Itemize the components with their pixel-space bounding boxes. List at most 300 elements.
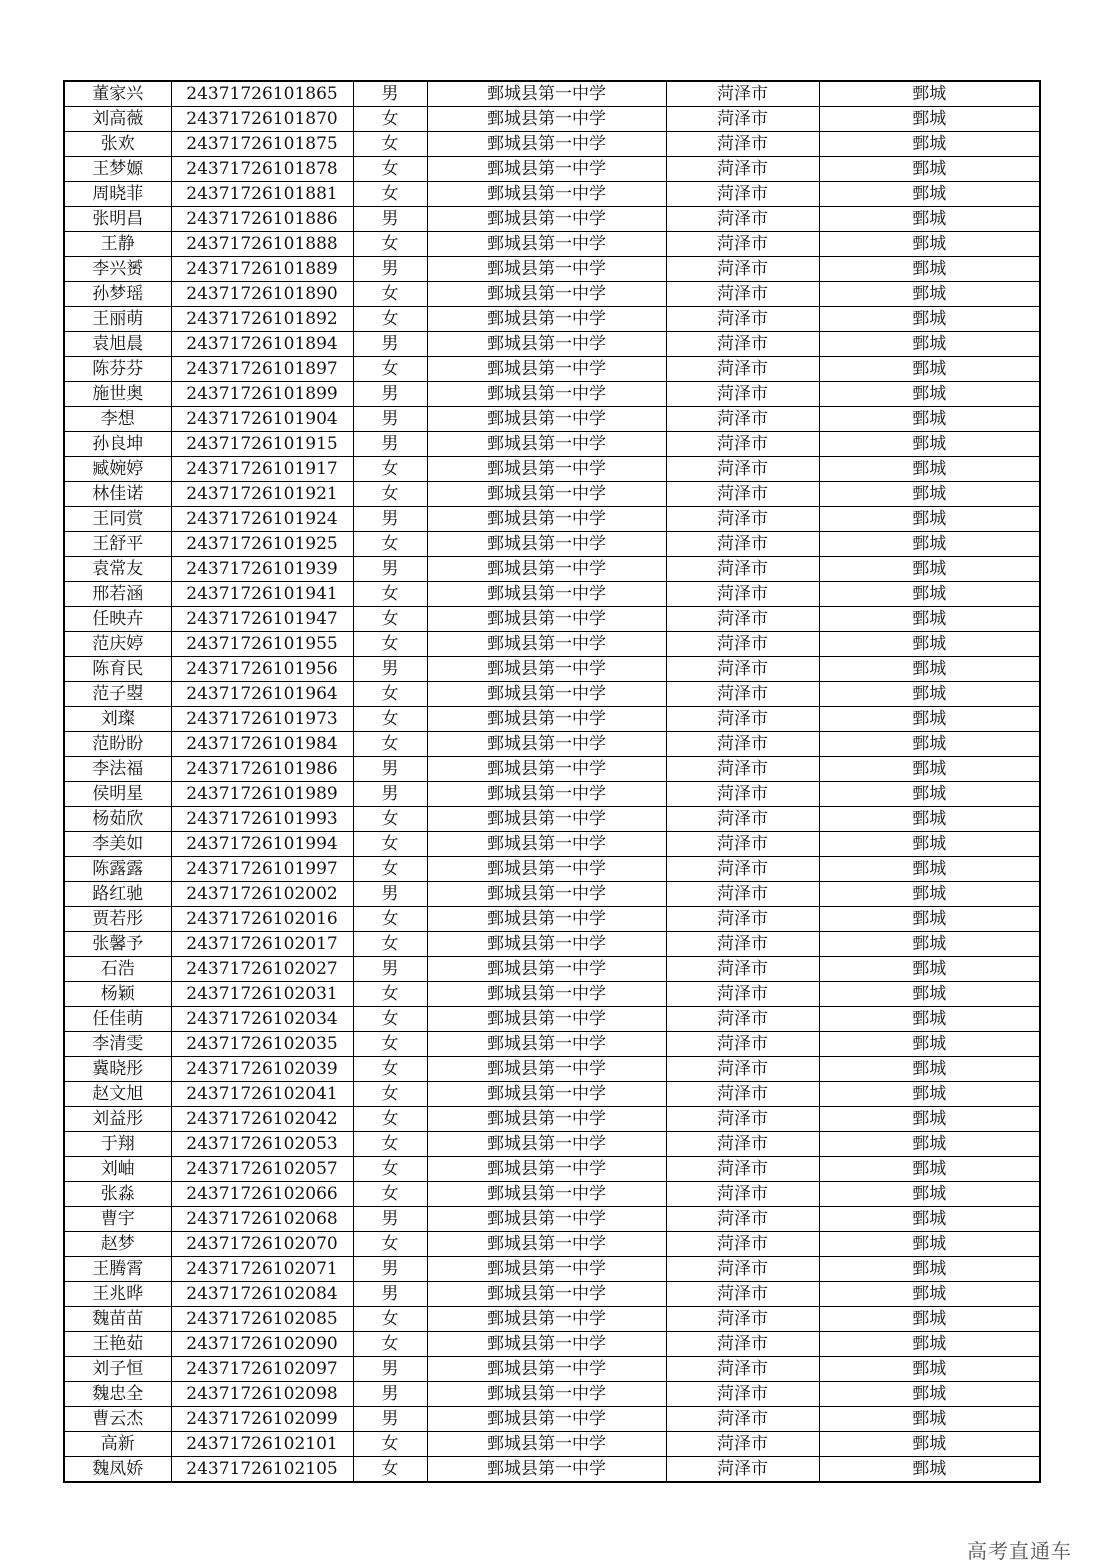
school-cell: 鄄城县第一中学 <box>427 282 666 307</box>
school-cell: 鄄城县第一中学 <box>427 557 666 582</box>
name-cell: 贾若彤 <box>64 907 171 932</box>
school-cell: 鄄城县第一中学 <box>427 1382 666 1407</box>
exam-id-cell: 24371726102066 <box>171 1182 353 1207</box>
school-cell: 鄄城县第一中学 <box>427 257 666 282</box>
gender-cell: 女 <box>353 482 427 507</box>
exam-id-cell: 24371726101886 <box>171 207 353 232</box>
table-row <box>64 1332 1040 1357</box>
city-cell: 菏泽市 <box>666 982 819 1007</box>
gender-cell: 女 <box>353 307 427 332</box>
name-cell: 李清雯 <box>64 1032 171 1057</box>
county-cell: 鄄城 <box>819 1057 1040 1082</box>
county-cell: 鄄城 <box>819 507 1040 532</box>
name-cell: 臧婉婷 <box>64 457 171 482</box>
county-cell: 鄄城 <box>819 432 1040 457</box>
county-cell: 鄄城 <box>819 332 1040 357</box>
county-cell: 鄄城 <box>819 282 1040 307</box>
city-cell: 菏泽市 <box>666 507 819 532</box>
county-cell: 鄄城 <box>819 1182 1040 1207</box>
gender-cell: 女 <box>353 1332 427 1357</box>
county-cell: 鄄城 <box>819 1432 1040 1457</box>
school-cell: 鄄城县第一中学 <box>427 657 666 682</box>
table-row <box>64 957 1040 982</box>
gender-cell: 女 <box>353 632 427 657</box>
table-row <box>64 1432 1040 1457</box>
table-row <box>64 532 1040 557</box>
table-row <box>64 1207 1040 1232</box>
gender-cell: 女 <box>353 532 427 557</box>
gender-cell: 男 <box>353 782 427 807</box>
city-cell: 菏泽市 <box>666 282 819 307</box>
table-row <box>64 407 1040 432</box>
exam-id-cell: 24371726101993 <box>171 807 353 832</box>
school-cell: 鄄城县第一中学 <box>427 457 666 482</box>
school-cell: 鄄城县第一中学 <box>427 1082 666 1107</box>
school-cell: 鄄城县第一中学 <box>427 1282 666 1307</box>
city-cell: 菏泽市 <box>666 1407 819 1432</box>
city-cell: 菏泽市 <box>666 832 819 857</box>
gender-cell: 男 <box>353 257 427 282</box>
table-row <box>64 682 1040 707</box>
city-cell: 菏泽市 <box>666 1207 819 1232</box>
county-cell: 鄄城 <box>819 632 1040 657</box>
name-cell: 陈露露 <box>64 857 171 882</box>
exam-id-cell: 24371726101894 <box>171 332 353 357</box>
table-row <box>64 757 1040 782</box>
name-cell: 孙良坤 <box>64 432 171 457</box>
gender-cell: 女 <box>353 1432 427 1457</box>
name-cell: 林佳诺 <box>64 482 171 507</box>
school-cell: 鄄城县第一中学 <box>427 1357 666 1382</box>
gender-cell: 女 <box>353 132 427 157</box>
city-cell: 菏泽市 <box>666 882 819 907</box>
table-row <box>64 1232 1040 1257</box>
exam-id-cell: 24371726102053 <box>171 1132 353 1157</box>
exam-id-cell: 24371726101881 <box>171 182 353 207</box>
table-row <box>64 1407 1040 1432</box>
city-cell: 菏泽市 <box>666 657 819 682</box>
gender-cell: 女 <box>353 982 427 1007</box>
gender-cell: 女 <box>353 357 427 382</box>
exam-id-cell: 24371726102097 <box>171 1357 353 1382</box>
city-cell: 菏泽市 <box>666 1432 819 1457</box>
exam-id-cell: 24371726101892 <box>171 307 353 332</box>
gender-cell: 女 <box>353 1007 427 1032</box>
table-row <box>64 1257 1040 1282</box>
name-cell: 冀晓彤 <box>64 1057 171 1082</box>
name-cell: 李法福 <box>64 757 171 782</box>
table-row <box>64 157 1040 182</box>
school-cell: 鄄城县第一中学 <box>427 81 666 107</box>
school-cell: 鄄城县第一中学 <box>427 207 666 232</box>
exam-id-cell: 24371726101924 <box>171 507 353 532</box>
name-cell: 赵梦 <box>64 1232 171 1257</box>
table-row <box>64 1032 1040 1057</box>
exam-id-cell: 24371726101984 <box>171 732 353 757</box>
city-cell: 菏泽市 <box>666 1007 819 1032</box>
exam-id-cell: 24371726101904 <box>171 407 353 432</box>
exam-id-cell: 24371726101986 <box>171 757 353 782</box>
gender-cell: 女 <box>353 1457 427 1483</box>
school-cell: 鄄城县第一中学 <box>427 1157 666 1182</box>
name-cell: 杨颖 <box>64 982 171 1007</box>
gender-cell: 女 <box>353 1082 427 1107</box>
name-cell: 魏凤娇 <box>64 1457 171 1483</box>
exam-id-cell: 24371726101921 <box>171 482 353 507</box>
county-cell: 鄄城 <box>819 307 1040 332</box>
table-row <box>64 557 1040 582</box>
county-cell: 鄄城 <box>819 1282 1040 1307</box>
name-cell: 孙梦瑶 <box>64 282 171 307</box>
city-cell: 菏泽市 <box>666 1307 819 1332</box>
table-row <box>64 1457 1040 1483</box>
table-row <box>64 1082 1040 1107</box>
table-row <box>64 732 1040 757</box>
school-cell: 鄄城县第一中学 <box>427 1182 666 1207</box>
exam-id-cell: 24371726102002 <box>171 882 353 907</box>
name-cell: 任映卉 <box>64 607 171 632</box>
table-row <box>64 1382 1040 1407</box>
table-row <box>64 1057 1040 1082</box>
city-cell: 菏泽市 <box>666 432 819 457</box>
table-row <box>64 807 1040 832</box>
school-cell: 鄄城县第一中学 <box>427 1232 666 1257</box>
school-cell: 鄄城县第一中学 <box>427 132 666 157</box>
school-cell: 鄄城县第一中学 <box>427 432 666 457</box>
school-cell: 鄄城县第一中学 <box>427 932 666 957</box>
school-cell: 鄄城县第一中学 <box>427 157 666 182</box>
school-cell: 鄄城县第一中学 <box>427 107 666 132</box>
table-row <box>64 1357 1040 1382</box>
exam-id-cell: 24371726102071 <box>171 1257 353 1282</box>
name-cell: 王静 <box>64 232 171 257</box>
name-cell: 侯明星 <box>64 782 171 807</box>
county-cell: 鄄城 <box>819 157 1040 182</box>
exam-id-cell: 24371726102042 <box>171 1107 353 1132</box>
name-cell: 陈育民 <box>64 657 171 682</box>
exam-id-cell: 24371726101878 <box>171 157 353 182</box>
name-cell: 曹宇 <box>64 1207 171 1232</box>
table-row <box>64 607 1040 632</box>
city-cell: 菏泽市 <box>666 407 819 432</box>
exam-id-cell: 24371726101915 <box>171 432 353 457</box>
name-cell: 范盼盼 <box>64 732 171 757</box>
school-cell: 鄄城县第一中学 <box>427 1257 666 1282</box>
city-cell: 菏泽市 <box>666 1257 819 1282</box>
school-cell: 鄄城县第一中学 <box>427 1057 666 1082</box>
city-cell: 菏泽市 <box>666 707 819 732</box>
gender-cell: 男 <box>353 757 427 782</box>
exam-id-cell: 24371726101917 <box>171 457 353 482</box>
table-row <box>64 1007 1040 1032</box>
gender-cell: 女 <box>353 1132 427 1157</box>
city-cell: 菏泽市 <box>666 732 819 757</box>
county-cell: 鄄城 <box>819 482 1040 507</box>
exam-id-cell: 24371726102057 <box>171 1157 353 1182</box>
school-cell: 鄄城县第一中学 <box>427 482 666 507</box>
gender-cell: 女 <box>353 1307 427 1332</box>
exam-id-cell: 24371726102068 <box>171 1207 353 1232</box>
exam-id-cell: 24371726101989 <box>171 782 353 807</box>
school-cell: 鄄城县第一中学 <box>427 807 666 832</box>
table-row <box>64 1132 1040 1157</box>
name-cell: 刘岫 <box>64 1157 171 1182</box>
county-cell: 鄄城 <box>819 457 1040 482</box>
name-cell: 张淼 <box>64 1182 171 1207</box>
name-cell: 董家兴 <box>64 81 171 107</box>
gender-cell: 女 <box>353 107 427 132</box>
county-cell: 鄄城 <box>819 107 1040 132</box>
gender-cell: 女 <box>353 232 427 257</box>
city-cell: 菏泽市 <box>666 1357 819 1382</box>
city-cell: 菏泽市 <box>666 1457 819 1483</box>
gender-cell: 女 <box>353 1232 427 1257</box>
school-cell: 鄄城县第一中学 <box>427 757 666 782</box>
school-cell: 鄄城县第一中学 <box>427 982 666 1007</box>
exam-id-cell: 24371726101888 <box>171 232 353 257</box>
table-row <box>64 707 1040 732</box>
gender-cell: 女 <box>353 707 427 732</box>
school-cell: 鄄城县第一中学 <box>427 182 666 207</box>
county-cell: 鄄城 <box>819 607 1040 632</box>
name-cell: 邢若涵 <box>64 582 171 607</box>
exam-id-cell: 24371726101889 <box>171 257 353 282</box>
county-cell: 鄄城 <box>819 1132 1040 1157</box>
city-cell: 菏泽市 <box>666 1132 819 1157</box>
name-cell: 任佳萌 <box>64 1007 171 1032</box>
table-row <box>64 457 1040 482</box>
gender-cell: 女 <box>353 282 427 307</box>
county-cell: 鄄城 <box>819 1307 1040 1332</box>
county-cell: 鄄城 <box>819 1082 1040 1107</box>
table-row <box>64 357 1040 382</box>
city-cell: 菏泽市 <box>666 632 819 657</box>
school-cell: 鄄城县第一中学 <box>427 1432 666 1457</box>
county-cell: 鄄城 <box>819 1332 1040 1357</box>
name-cell: 周晓菲 <box>64 182 171 207</box>
table-row <box>64 1182 1040 1207</box>
exam-id-cell: 24371726101964 <box>171 682 353 707</box>
table-row <box>64 482 1040 507</box>
county-cell: 鄄城 <box>819 357 1040 382</box>
city-cell: 菏泽市 <box>666 532 819 557</box>
name-cell: 路红驰 <box>64 882 171 907</box>
roster-table-body <box>64 81 1040 1482</box>
gender-cell: 女 <box>353 832 427 857</box>
exam-id-cell: 24371726102017 <box>171 932 353 957</box>
gender-cell: 男 <box>353 1257 427 1282</box>
table-row <box>64 882 1040 907</box>
county-cell: 鄄城 <box>819 582 1040 607</box>
gender-cell: 男 <box>353 207 427 232</box>
school-cell: 鄄城县第一中学 <box>427 332 666 357</box>
city-cell: 菏泽市 <box>666 81 819 107</box>
table-row <box>64 332 1040 357</box>
table-row <box>64 1107 1040 1132</box>
county-cell: 鄄城 <box>819 832 1040 857</box>
table-row <box>64 1157 1040 1182</box>
gender-cell: 女 <box>353 1032 427 1057</box>
gender-cell: 男 <box>353 882 427 907</box>
city-cell: 菏泽市 <box>666 1232 819 1257</box>
table-row <box>64 782 1040 807</box>
name-cell: 范子曌 <box>64 682 171 707</box>
school-cell: 鄄城县第一中学 <box>427 507 666 532</box>
city-cell: 菏泽市 <box>666 782 819 807</box>
exam-id-cell: 24371726102084 <box>171 1282 353 1307</box>
county-cell: 鄄城 <box>819 257 1040 282</box>
gender-cell: 男 <box>353 81 427 107</box>
exam-id-cell: 24371726101955 <box>171 632 353 657</box>
county-cell: 鄄城 <box>819 682 1040 707</box>
exam-id-cell: 24371726101897 <box>171 357 353 382</box>
gender-cell: 男 <box>353 657 427 682</box>
table-row <box>64 432 1040 457</box>
county-cell: 鄄城 <box>819 1032 1040 1057</box>
county-cell: 鄄城 <box>819 557 1040 582</box>
city-cell: 菏泽市 <box>666 557 819 582</box>
city-cell: 菏泽市 <box>666 757 819 782</box>
gender-cell: 男 <box>353 957 427 982</box>
school-cell: 鄄城县第一中学 <box>427 532 666 557</box>
school-cell: 鄄城县第一中学 <box>427 907 666 932</box>
table-row <box>64 907 1040 932</box>
school-cell: 鄄城县第一中学 <box>427 832 666 857</box>
name-cell: 魏忠全 <box>64 1382 171 1407</box>
school-cell: 鄄城县第一中学 <box>427 632 666 657</box>
city-cell: 菏泽市 <box>666 1057 819 1082</box>
exam-id-cell: 24371726102098 <box>171 1382 353 1407</box>
gender-cell: 女 <box>353 1182 427 1207</box>
exam-id-cell: 24371726101890 <box>171 282 353 307</box>
county-cell: 鄄城 <box>819 1232 1040 1257</box>
table-row <box>64 81 1040 107</box>
gender-cell: 女 <box>353 682 427 707</box>
gender-cell: 女 <box>353 182 427 207</box>
county-cell: 鄄城 <box>819 757 1040 782</box>
city-cell: 菏泽市 <box>666 332 819 357</box>
gender-cell: 女 <box>353 1157 427 1182</box>
gender-cell: 女 <box>353 1057 427 1082</box>
name-cell: 王艳茹 <box>64 1332 171 1357</box>
gender-cell: 女 <box>353 732 427 757</box>
exam-id-cell: 24371726101956 <box>171 657 353 682</box>
name-cell: 张馨予 <box>64 932 171 957</box>
gender-cell: 女 <box>353 582 427 607</box>
city-cell: 菏泽市 <box>666 907 819 932</box>
name-cell: 赵文旭 <box>64 1082 171 1107</box>
county-cell: 鄄城 <box>819 707 1040 732</box>
school-cell: 鄄城县第一中学 <box>427 1132 666 1157</box>
exam-id-cell: 24371726102039 <box>171 1057 353 1082</box>
school-cell: 鄄城县第一中学 <box>427 882 666 907</box>
exam-id-cell: 24371726101997 <box>171 857 353 882</box>
exam-id-cell: 24371726101870 <box>171 107 353 132</box>
table-row <box>64 307 1040 332</box>
gender-cell: 女 <box>353 907 427 932</box>
exam-id-cell: 24371726102105 <box>171 1457 353 1483</box>
exam-id-cell: 24371726101925 <box>171 532 353 557</box>
gender-cell: 女 <box>353 157 427 182</box>
gender-cell: 女 <box>353 607 427 632</box>
name-cell: 刘益彤 <box>64 1107 171 1132</box>
county-cell: 鄄城 <box>819 782 1040 807</box>
exam-id-cell: 24371726102041 <box>171 1082 353 1107</box>
school-cell: 鄄城县第一中学 <box>427 732 666 757</box>
school-cell: 鄄城县第一中学 <box>427 957 666 982</box>
city-cell: 菏泽市 <box>666 1157 819 1182</box>
name-cell: 陈芬芬 <box>64 357 171 382</box>
exam-id-cell: 24371726102101 <box>171 1432 353 1457</box>
county-cell: 鄄城 <box>819 232 1040 257</box>
exam-id-cell: 24371726101973 <box>171 707 353 732</box>
county-cell: 鄄城 <box>819 732 1040 757</box>
exam-id-cell: 24371726101947 <box>171 607 353 632</box>
city-cell: 菏泽市 <box>666 307 819 332</box>
school-cell: 鄄城县第一中学 <box>427 1107 666 1132</box>
name-cell: 范庆婷 <box>64 632 171 657</box>
gender-cell: 男 <box>353 1382 427 1407</box>
city-cell: 菏泽市 <box>666 107 819 132</box>
school-cell: 鄄城县第一中学 <box>427 382 666 407</box>
county-cell: 鄄城 <box>819 407 1040 432</box>
name-cell: 刘璨 <box>64 707 171 732</box>
county-cell: 鄄城 <box>819 382 1040 407</box>
gender-cell: 女 <box>353 807 427 832</box>
table-row <box>64 832 1040 857</box>
county-cell: 鄄城 <box>819 1407 1040 1432</box>
county-cell: 鄄城 <box>819 1157 1040 1182</box>
school-cell: 鄄城县第一中学 <box>427 1307 666 1332</box>
exam-id-cell: 24371726102031 <box>171 982 353 1007</box>
name-cell: 李美如 <box>64 832 171 857</box>
county-cell: 鄄城 <box>819 81 1040 107</box>
gender-cell: 女 <box>353 932 427 957</box>
roster-table <box>63 80 1041 1483</box>
name-cell: 王舒平 <box>64 532 171 557</box>
name-cell: 魏苗苗 <box>64 1307 171 1332</box>
school-cell: 鄄城县第一中学 <box>427 1007 666 1032</box>
school-cell: 鄄城县第一中学 <box>427 1207 666 1232</box>
name-cell: 王丽萌 <box>64 307 171 332</box>
name-cell: 曹云杰 <box>64 1407 171 1432</box>
gender-cell: 女 <box>353 1107 427 1132</box>
county-cell: 鄄城 <box>819 1257 1040 1282</box>
name-cell: 王梦嫄 <box>64 157 171 182</box>
gender-cell: 女 <box>353 857 427 882</box>
table-row <box>64 657 1040 682</box>
table-row <box>64 1307 1040 1332</box>
city-cell: 菏泽市 <box>666 1032 819 1057</box>
city-cell: 菏泽市 <box>666 382 819 407</box>
name-cell: 石浩 <box>64 957 171 982</box>
school-cell: 鄄城县第一中学 <box>427 857 666 882</box>
city-cell: 菏泽市 <box>666 607 819 632</box>
county-cell: 鄄城 <box>819 807 1040 832</box>
city-cell: 菏泽市 <box>666 157 819 182</box>
exam-id-cell: 24371726102085 <box>171 1307 353 1332</box>
school-cell: 鄄城县第一中学 <box>427 607 666 632</box>
gender-cell: 女 <box>353 457 427 482</box>
table-row <box>64 107 1040 132</box>
exam-id-cell: 24371726102090 <box>171 1332 353 1357</box>
table-row <box>64 507 1040 532</box>
county-cell: 鄄城 <box>819 982 1040 1007</box>
city-cell: 菏泽市 <box>666 457 819 482</box>
name-cell: 张欢 <box>64 132 171 157</box>
school-cell: 鄄城县第一中学 <box>427 1332 666 1357</box>
table-row <box>64 382 1040 407</box>
